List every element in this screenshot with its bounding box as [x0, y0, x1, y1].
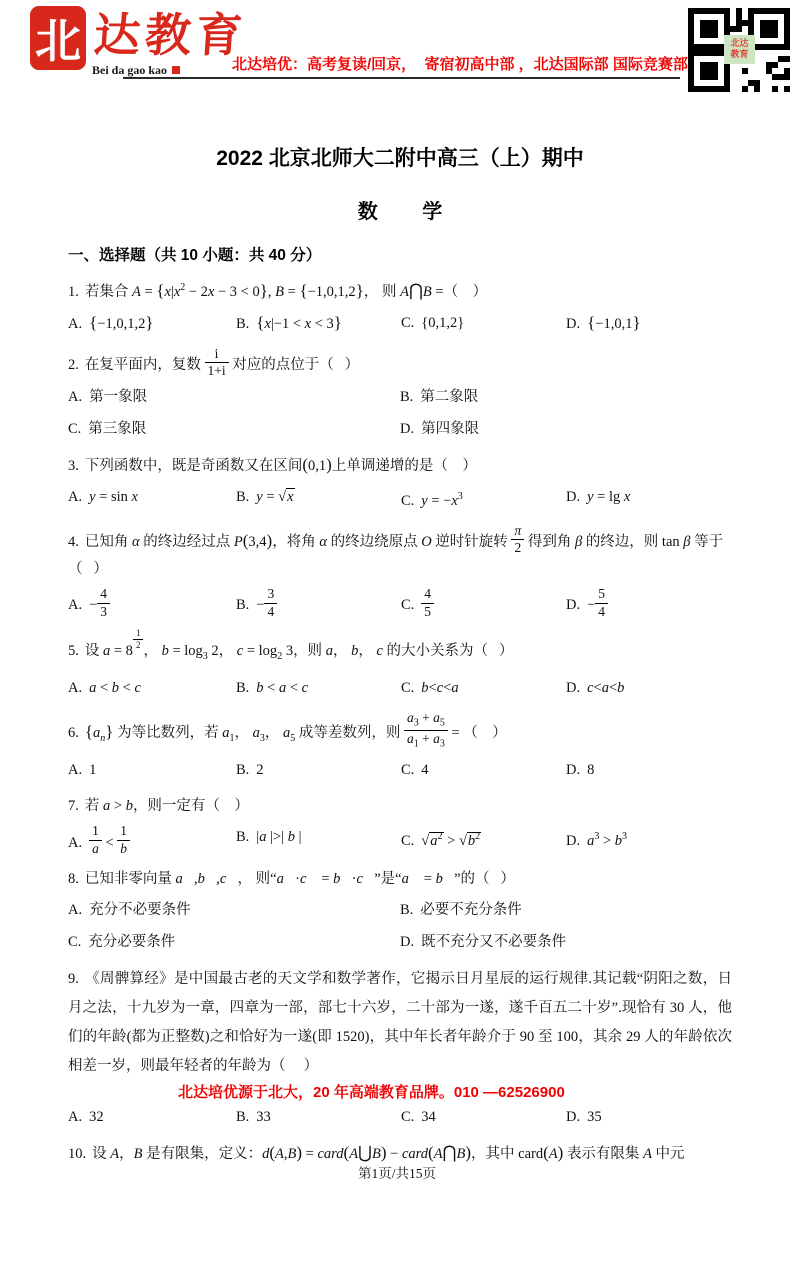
question-stem	[68, 965, 732, 1081]
option-A	[68, 675, 236, 701]
question-stem-text: $\{a_n\}$ 为等比数列，若 $a_1$， $a_3$， $a_5$ 成等差数列，则 $\frac{a_3 + a_5}{a_1 + a_3}$ = （ ）	[84, 709, 507, 750]
option-label: D.	[566, 488, 581, 505]
option-A	[68, 310, 236, 337]
option-label: B.	[400, 388, 414, 405]
option-B	[236, 675, 401, 701]
question-stem-text: 已知非零向量 a⃗,b⃗,c⃗， 则“a⃗·c⃗ = b⃗·c⃗”是“a⃗ = b⃗”的（ ）	[84, 871, 515, 888]
option-label: B.	[236, 597, 250, 614]
option-text: 第三象限	[88, 420, 147, 437]
option-C	[68, 929, 400, 955]
question-number: 1.	[68, 283, 79, 300]
option-B	[400, 897, 732, 923]
question-9	[68, 965, 732, 1130]
option-text: $\frac{4}{5}$	[421, 597, 434, 613]
option-C	[401, 587, 566, 619]
option-label: D.	[566, 679, 581, 696]
option-label: D.	[566, 597, 581, 614]
option-label: A.	[68, 1109, 83, 1126]
option-A	[68, 587, 236, 619]
exam-subject: 数 学	[357, 201, 443, 223]
option-label: B.	[236, 829, 250, 846]
option-label: D.	[566, 832, 581, 849]
options-row	[68, 824, 732, 856]
option-text: 4	[421, 762, 429, 779]
option-label: D.	[566, 1109, 581, 1126]
option-C	[401, 484, 566, 514]
option-text: 8	[587, 762, 595, 779]
option-text: 35	[587, 1109, 602, 1126]
option-text: a < b < c	[89, 679, 141, 696]
option-text: 第一象限	[89, 388, 148, 405]
option-B	[236, 824, 401, 856]
option-text: 34	[421, 1109, 436, 1126]
option-text: 第四象限	[421, 420, 480, 437]
option-label: D.	[566, 762, 581, 779]
question-stem-text: 在复平面内，复数 $\frac{i}{1+i}$ 对应的点位于（ ）	[84, 345, 360, 379]
question-number: 4.	[68, 534, 79, 551]
question-stem-text: 若 a > b，则一定有（ ）	[84, 798, 249, 815]
option-text: 既不充分又不必要条件	[421, 934, 567, 951]
options-row	[68, 310, 732, 337]
option-text: 1	[89, 762, 97, 779]
question-number: 3.	[68, 457, 79, 474]
question-number: 7.	[68, 798, 79, 815]
option-label: C.	[68, 420, 82, 437]
option-label: C.	[401, 832, 415, 849]
option-text: 充分不必要条件	[89, 902, 191, 919]
option-D	[566, 484, 732, 514]
option-C	[401, 310, 566, 337]
option-B	[236, 757, 401, 783]
option-D	[566, 675, 732, 701]
question-stem	[68, 711, 732, 752]
option-B	[236, 587, 401, 619]
options-row	[68, 757, 732, 783]
question-number: 9.	[68, 971, 79, 988]
question-stem-text: 设 a = 8 $^{\frac{1}{2}}$ ， $b = \log_3 2$， $c = \log_2 3$，则 a， b， c 的大小关系为（ ）	[84, 628, 514, 662]
question-stem	[68, 275, 732, 305]
document-body	[0, 100, 794, 1167]
option-text: $\frac{1}{a}$ < $\frac{1}{b}$	[89, 835, 130, 851]
option-label: D.	[566, 315, 581, 332]
option-label: B.	[236, 315, 250, 332]
option-text: b<c<a	[421, 679, 459, 696]
option-D	[566, 1104, 732, 1130]
options-row	[68, 675, 732, 701]
options-row	[68, 384, 732, 442]
option-label: A.	[68, 902, 83, 919]
option-label: B.	[236, 679, 250, 696]
option-B	[236, 484, 401, 514]
option-B	[236, 1104, 401, 1130]
option-text: 33	[256, 1109, 271, 1126]
question-stem	[68, 866, 732, 892]
option-label: C.	[401, 1109, 415, 1126]
option-label: B.	[236, 762, 250, 779]
options-row	[68, 897, 732, 955]
logo-bullet-icon	[172, 66, 180, 74]
page-footer: 第1页/共15页	[357, 1166, 436, 1181]
option-label: C.	[68, 934, 82, 951]
option-text: 充分必要条件	[88, 934, 176, 951]
questions-list	[68, 275, 732, 1167]
option-label: C.	[401, 314, 415, 331]
option-D	[566, 310, 732, 337]
option-label: A.	[68, 315, 83, 332]
option-A	[68, 484, 236, 514]
option-A	[68, 824, 236, 856]
option-label: C.	[401, 679, 415, 696]
question-number: 5.	[68, 642, 79, 659]
option-C	[401, 1104, 566, 1130]
option-C	[401, 824, 566, 856]
promo-banner: 北达培优源于北大，20 年高端教育品牌。010 —62526900	[178, 1084, 565, 1102]
option-text: $y = -x^3$	[421, 490, 463, 509]
qr-center-label	[724, 35, 755, 64]
option-D	[566, 587, 732, 619]
option-text: {−1,0,1,2}	[89, 312, 154, 332]
brand-name: 达教育	[92, 10, 249, 61]
question-stem-text: 已知角 α 的终边经过点 P(3,4)，将角 α 的终边绕原点 O 逆时针旋转 $\frac{\pi}{2}$ 得到角 β 的终边，则 tan β 等于（ ）	[68, 522, 724, 577]
header-slogan: 北达培优：高考复读/回京， 寄宿初高中部 ，北达国际部 国际竞赛部	[232, 56, 688, 73]
option-D	[400, 416, 732, 442]
question-stem	[68, 629, 732, 670]
seal-logo-icon: 北	[30, 6, 86, 70]
brand-tagline	[92, 63, 180, 78]
option-D	[566, 757, 732, 783]
option-text: − $\frac{5}{4}$	[587, 597, 608, 613]
option-text: 2	[256, 762, 264, 779]
question-4	[68, 524, 732, 619]
qr-code	[688, 8, 790, 92]
question-stem-text: 下列函数中，既是奇函数又在区间(0,1)上单调递增的是（ ）	[84, 454, 477, 474]
option-text: − $\frac{3}{4}$	[256, 597, 277, 613]
question-number: 8.	[68, 871, 79, 888]
option-text: y = lg x	[587, 488, 631, 505]
question-1	[68, 275, 732, 337]
option-label: B.	[236, 488, 250, 505]
section-heading: 一、选择题（共 10 小题：共 40 分）	[68, 247, 322, 264]
option-text: c<a<b	[587, 679, 625, 696]
option-label: A.	[68, 488, 83, 505]
brand-logo	[30, 6, 247, 70]
option-C	[68, 416, 400, 442]
option-text: 第二象限	[420, 388, 479, 405]
question-8	[68, 866, 732, 955]
option-text: y = √x	[256, 488, 294, 505]
question-2	[68, 347, 732, 442]
qr-label-line1: 北达	[730, 38, 749, 48]
question-stem	[68, 452, 732, 479]
question-stem	[68, 347, 732, 379]
question-number: 10.	[68, 1146, 87, 1163]
option-text: {x|−1 < x < 3}	[256, 312, 342, 332]
header-divider	[123, 77, 680, 79]
option-B	[400, 384, 732, 410]
question-stem-text: 设 A，B 是有限集，定义：d(A,B) = card(A⋃B) − card(A⋂B)，其中 card(A) 表示有限集 A 中元	[92, 1143, 685, 1163]
option-C	[401, 757, 566, 783]
option-B	[236, 310, 401, 337]
question-stem	[68, 524, 732, 582]
question-6	[68, 711, 732, 783]
option-D	[400, 929, 732, 955]
exam-title: 2022 北京北师大二附中高三（上）期中	[216, 147, 584, 170]
option-text: {0,1,2}	[421, 314, 465, 331]
option-label: D.	[400, 420, 415, 437]
option-A	[68, 897, 400, 923]
option-label: C.	[401, 762, 415, 779]
question-7	[68, 793, 732, 856]
question-stem-text: 《周髀算经》是中国最古老的天文学和数学著作，它揭示日月星辰的运行规律.其记载“阴阳之数，日月之法，十九岁为一章，四章为一部，部七十六岁，二十部为一遂，遂千百五二十岁”.现恰有 30 人，他们的年龄(都为正整数)之和恰好为一遂(即 1520)，其中年长者年龄介于 90 至 100，其余 29 人的年龄依次相差一岁，则最年轻者的年龄为（ ）	[68, 971, 732, 1075]
options-row	[68, 1104, 732, 1130]
option-text: |a |>| b |	[256, 829, 302, 846]
option-text: − $\frac{4}{3}$	[89, 597, 110, 613]
question-number: 2.	[68, 357, 79, 374]
question-5	[68, 629, 732, 701]
question-3	[68, 452, 732, 514]
page-header	[0, 0, 794, 100]
question-stem-text: 若集合 $A = \{x|x^2 - 2x - 3 < 0\}$, B = {−1,0,1,2}， 则 A⋂B =（ ）	[84, 280, 488, 300]
brand-tagline-text: Bei da gao kao	[92, 63, 168, 77]
option-D	[566, 824, 732, 856]
option-text: 必要不充分条件	[420, 902, 522, 919]
option-text: $√a^2 > √b^2$	[421, 831, 481, 849]
option-label: A.	[68, 679, 83, 696]
option-label: D.	[400, 934, 415, 951]
option-text: {−1,0,1}	[587, 312, 641, 332]
option-label: A.	[68, 597, 83, 614]
question-number: 6.	[68, 725, 79, 742]
option-C	[401, 675, 566, 701]
option-text: y = sin x	[89, 488, 138, 505]
option-label: C.	[401, 492, 415, 509]
option-label: B.	[400, 902, 414, 919]
question-stem	[68, 793, 732, 819]
qr-label-line2: 教育	[730, 49, 749, 59]
option-label: A.	[68, 762, 83, 779]
option-text: b < a < c	[256, 679, 309, 696]
options-row	[68, 587, 732, 619]
option-A	[68, 384, 400, 410]
option-A	[68, 757, 236, 783]
option-label: C.	[401, 597, 415, 614]
option-A	[68, 1104, 236, 1130]
option-label: B.	[236, 1109, 250, 1126]
options-row	[68, 484, 732, 514]
option-text: $a^3 > b^3$	[587, 831, 628, 849]
option-label: A.	[68, 388, 83, 405]
option-text: 32	[89, 1109, 104, 1126]
option-label: A.	[68, 834, 83, 851]
